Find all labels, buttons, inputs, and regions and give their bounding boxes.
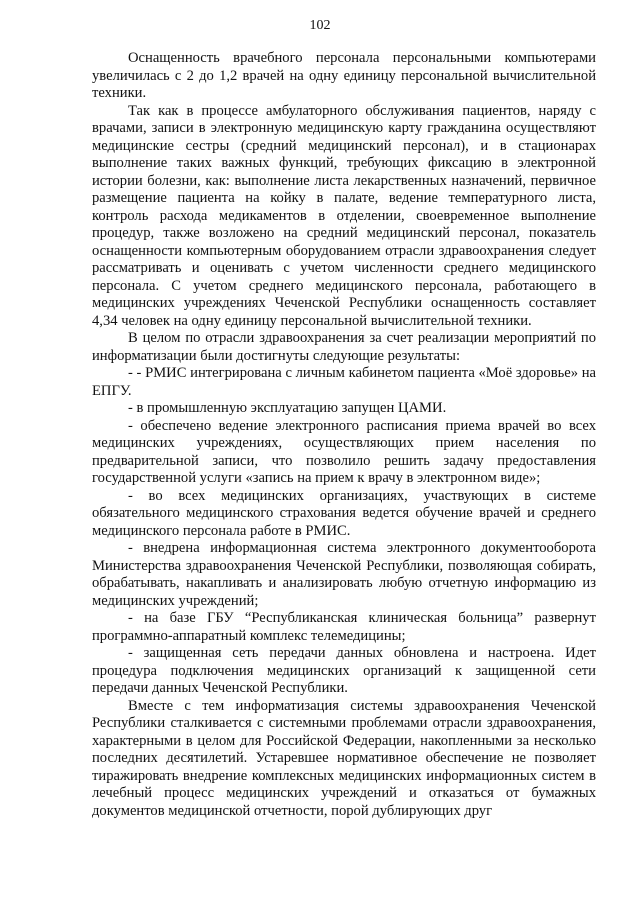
document-body bbox=[92, 50, 596, 820]
list-item-electronic-schedule: - обеспечено ведение электронного расписания приема врачей во всех медицинских учреждениях, осуществляющих прием населения по предварительной записи, что позволило решить задачу предоставления государственной услуги «запись на прием к врачу в электронном виде»; bbox=[92, 417, 596, 486]
paragraph-nursing-staff: Так как в процессе амбулаторного обслуживания пациентов, наряду с врачами, записи в электронную медицинскую карту гражданина осуществляют медицинские сестры (средний медицинский персонал), и в стационарах выполнение таких важных функций, требующих фиксацию в электронной истории болезни, как: выполнение листа лекарственных назначений, первичное размещение пациента на койку в палате, ведение температурного листа, контроль расхода медикаментов в отделении, своевременное выполнение процедур, также возложено на средний медицинский персонал, показатель оснащенности компьютерным оборудованием отрасли здравоохранения следует рассматривать и оценивать с учетом численности среднего медицинского персонала. С учетом среднего медицинского персонала, работающего в медицинских учреждениях Чеченской Республики оснащенность составляет 4,34 человек на одну единицу персональной вычислительной техники. bbox=[92, 102, 596, 329]
page-number: 102 bbox=[309, 18, 331, 33]
list-item-tsami-launch: - в промышленную эксплуатацию запущен ЦАМИ. bbox=[128, 400, 447, 416]
list-item-staff-training: - во всех медицинских организациях, участвующих в системе обязательного медицинского страхования ведется обучение врачей и среднего медицинского персонала работе в РМИС. bbox=[92, 487, 596, 539]
paragraph-results-intro: В целом по отрасли здравоохранения за счет реализации мероприятий по информатизации были достигнуты следующие результаты: bbox=[92, 330, 596, 364]
paragraph-equipment-ratio: Оснащенность врачебного персонала персональными компьютерами увеличилась с 2 до 1,2 врачей на одну единицу персональной вычислительной техники. bbox=[92, 50, 596, 101]
list-item-rmis-integration: - - РМИС интегрирована с личным кабинетом пациента «Моё здоровье» на ЕПГУ. bbox=[92, 365, 596, 399]
list-item-telemedicine: - на базе ГБУ “Республиканская клиническая больница” развернут программно-аппаратный комплекс телемедицины; bbox=[92, 610, 596, 644]
list-item-secure-network: - защищенная сеть передачи данных обновлена и настроена. Идет процедура подключения медицинских организаций к защищенной сети передачи данных Чеченской Республики. bbox=[92, 645, 596, 696]
paragraph-systemic-problems: Вместе с тем информатизация системы здравоохранения Чеченской Республики сталкивается с системными проблемами отрасли здравоохранения, характерными в целом для Российской Федерации, накопленными за несколько последних десятилетий. Устаревшее нормативное обеспечение не позволяет тиражировать внедрение комплексных медицинских информационных систем в лечебный процесс медицинских учреждений и отказаться от бумажных документов медицинской отчетности, порой дублирующих друг bbox=[92, 697, 596, 819]
list-item-document-flow: - внедрена информационная система электронного документооборота Министерства здравоохранения Чеченской Республики, позволяющая собирать, обрабатывать, накапливать и анализировать любую отчетную информацию из медицинских учреждений; bbox=[92, 540, 596, 609]
